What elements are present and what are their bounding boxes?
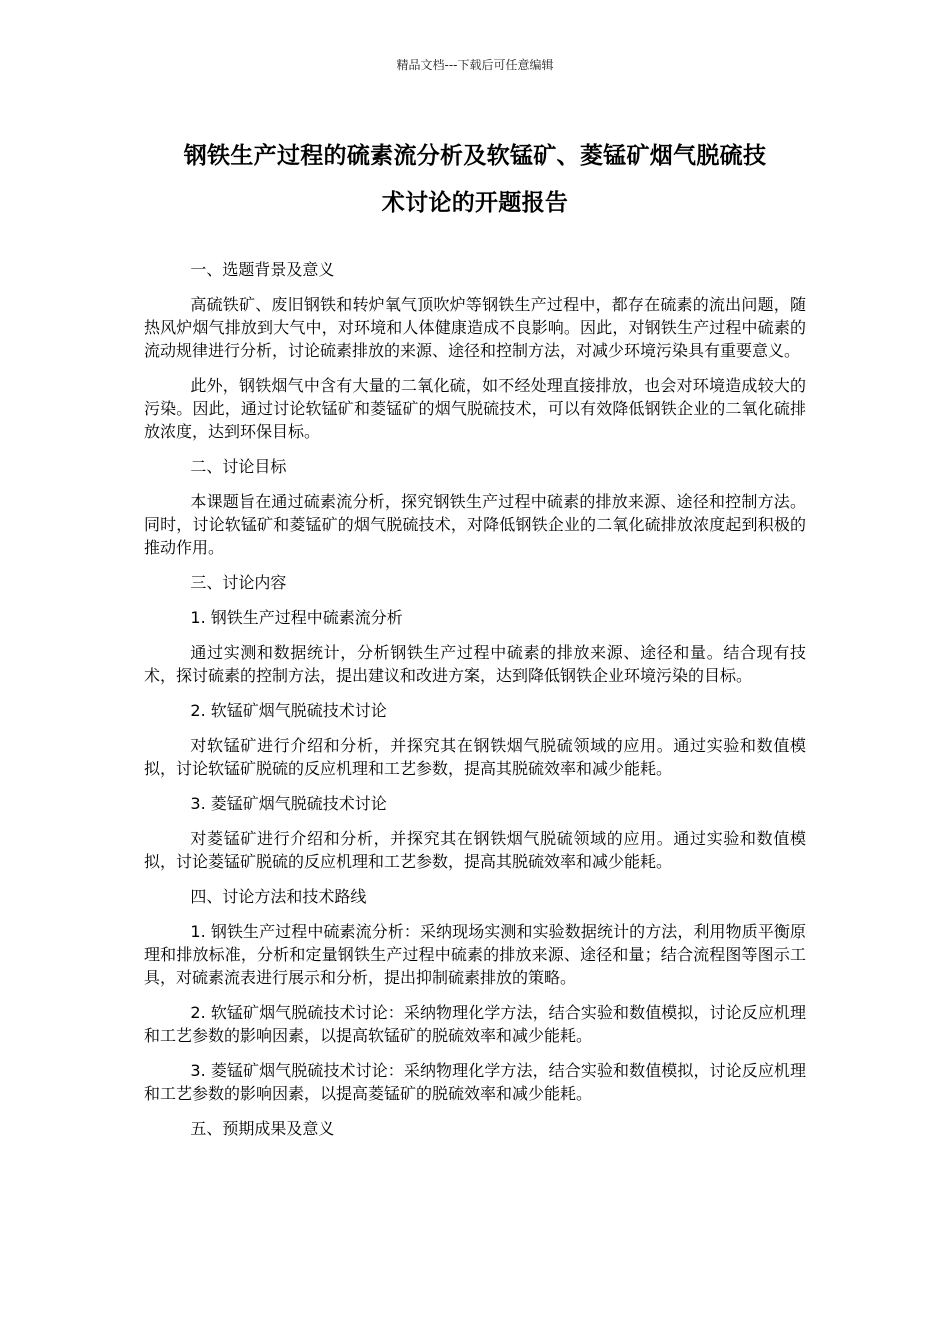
section-heading-goal: 二、讨论目标: [190, 457, 287, 476]
method-paragraph-1: 1. 钢铁生产过程中硫素流分析：采纳现场实测和实验数据统计的方法，利用物质平衡原理和排放标准，分析和定量钢铁生产过程中硫素的排放来源、途径和量；结合流程图等图示工具，对硫素流表进行展示和分析，提出抑制硫素排放的策略。: [144, 922, 806, 987]
document-body: [144, 258, 806, 1152]
content-item-3-text: 对菱锰矿进行介绍和分析，并探究其在钢铁烟气脱硫领域的应用。通过实验和数值模拟，讨论菱锰矿脱硫的反应机理和工艺参数，提高其脱硫效率和减少能耗。: [144, 829, 806, 871]
content-item-1-title: 1. 钢铁生产过程中硫素流分析: [190, 608, 403, 627]
section-heading-background: 一、选题背景及意义: [190, 260, 335, 279]
section-heading-results: 五、预期成果及意义: [190, 1119, 335, 1138]
background-paragraph-2: 此外，钢铁烟气中含有大量的二氧化硫，如不经处理直接排放，也会对环境造成较大的污染。因此，通过讨论软锰矿和菱锰矿的烟气脱硫技术，可以有效降低钢铁企业的二氧化硫排放浓度，达到环保目标。: [144, 376, 806, 441]
section-heading-method: 四、讨论方法和技术路线: [190, 887, 367, 906]
title-line-1: 钢铁生产过程的硫素流分析及软锰矿、菱锰矿烟气脱硫技: [183, 143, 767, 169]
method-paragraph-2: 2. 软锰矿烟气脱硫技术讨论：采纳物理化学方法，结合实验和数值模拟，讨论反应机理和工艺参数的影响因素，以提高软锰矿的脱硫效率和减少能耗。: [144, 1003, 806, 1045]
content-item-3-title: 3. 菱锰矿烟气脱硫技术讨论: [190, 794, 387, 813]
page-header-note: 精品文档---下载后可任意编辑: [396, 58, 554, 72]
background-paragraph-1: 高硫铁矿、废旧钢铁和转炉氧气顶吹炉等钢铁生产过程中，都存在硫素的流出问题，随热风炉烟气排放到大气中，对环境和人体健康造成不良影响。因此，对钢铁生产过程中硫素的流动规律进行分析，讨论硫素排放的来源、途径和控制方法，对减少环境污染具有重要意义。: [144, 295, 806, 360]
document-title: [140, 133, 810, 227]
title-line-2: 术讨论的开题报告: [381, 190, 569, 216]
goal-paragraph: 本课题旨在通过硫素流分析，探究钢铁生产过程中硫素的排放来源、途径和控制方法。同时，讨论软锰矿和菱锰矿的烟气脱硫技术，对降低钢铁企业的二氧化硫排放浓度起到积极的推动作用。: [144, 492, 806, 557]
content-item-2-title: 2. 软锰矿烟气脱硫技术讨论: [190, 701, 387, 720]
section-heading-content: 三、讨论内容: [190, 573, 287, 592]
content-item-2-text: 对软锰矿进行介绍和分析，并探究其在钢铁烟气脱硫领域的应用。通过实验和数值模拟，讨论软锰矿脱硫的反应机理和工艺参数，提高其脱硫效率和减少能耗。: [144, 736, 806, 778]
content-item-1-text: 通过实测和数据统计，分析钢铁生产过程中硫素的排放来源、途径和量。结合现有技术，探讨硫素的控制方法，提出建议和改进方案，达到降低钢铁企业环境污染的目标。: [144, 643, 806, 685]
method-paragraph-3: 3. 菱锰矿烟气脱硫技术讨论：采纳物理化学方法，结合实验和数值模拟，讨论反应机理和工艺参数的影响因素，以提高菱锰矿的脱硫效率和减少能耗。: [144, 1061, 806, 1103]
